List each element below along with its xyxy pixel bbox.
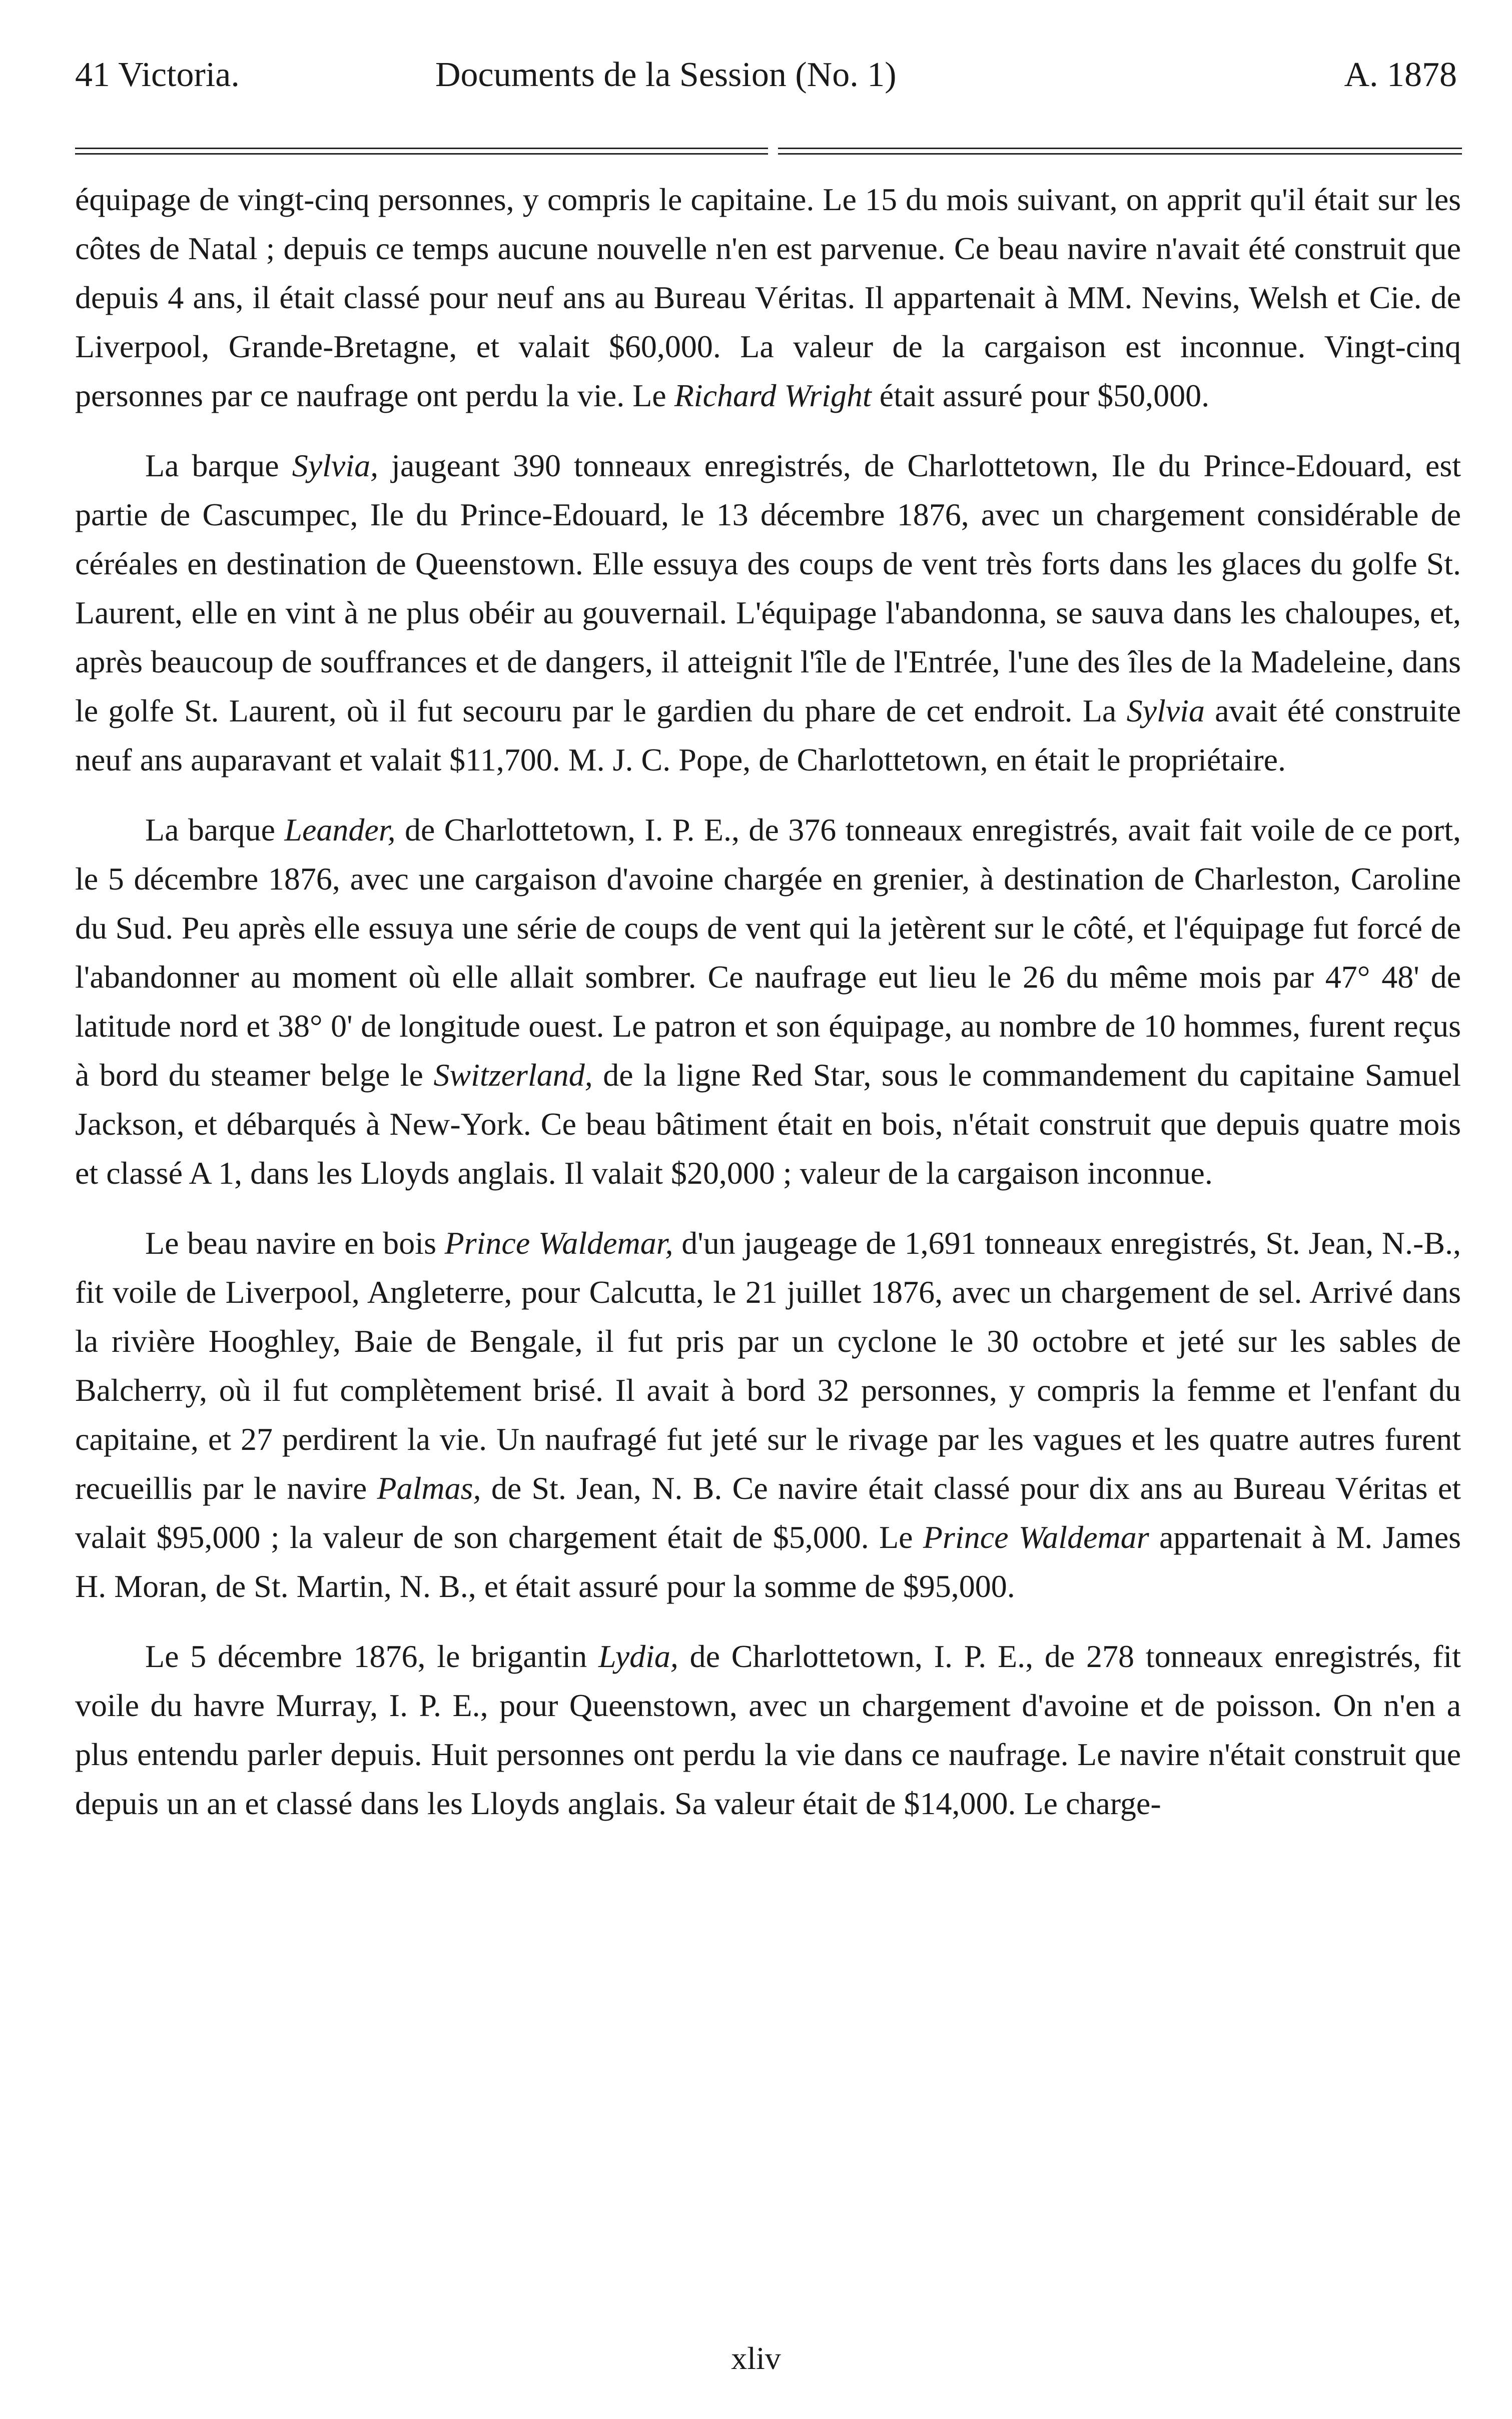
italic-vessel-name: Sylvia,	[292, 448, 379, 483]
paragraph-leander	[75, 805, 1461, 1198]
header-title: Documents de la Session (No. 1)	[435, 56, 897, 94]
paragraph-text: avait été construite neuf ans auparavant et valait $11,700. M. J. C. Pope, de Charlottetown, en était le propriétaire.	[75, 693, 1461, 777]
italic-vessel-name: Lydia,	[598, 1639, 678, 1674]
paragraph-text: était assuré pour $50,000.	[871, 378, 1210, 413]
paragraph-text: Le 5 décembre 1876, le brigantin	[145, 1639, 599, 1674]
page-number: xliv	[731, 2340, 781, 2376]
italic-vessel-name: Prince Waldemar,	[444, 1225, 673, 1261]
italic-vessel-name: Palmas,	[377, 1470, 481, 1506]
paragraph-text: Le beau navire en bois	[145, 1225, 445, 1261]
paragraph-text: La barque	[145, 812, 285, 848]
paragraph-text: d'un jaugeage de 1,691 tonneaux enregistrés, St. Jean, N.-B., fit voile de Liverpool, Angleterre, pour Calcutta, le 21 juillet 1876, avec un chargement de sel. Arrivé dans la rivière Hooghley, Baie de Bengale, il fut pris par un cyclone le 30 octobre et jeté sur les sables de Balcherry, où il fut complètement brisé. Il avait à bord 32 personnes, y compris la femme et l'enfant du capitaine, et 27 perdirent la vie. Un naufragé fut jeté sur le rivage par les vagues et les quatre autres furent recueillis par le navire	[75, 1225, 1461, 1506]
header-rule-right	[778, 148, 1462, 155]
italic-vessel-name: Prince Waldemar	[923, 1519, 1149, 1555]
paragraph-text: équipage de vingt-cinq personnes, y compris le capitaine. Le 15 du mois suivant, on apprit qu'il était sur les côtes de Natal ; depuis ce temps aucune nouvelle n'en est parvenue. Ce beau navire n'avait été construit que depuis 4 ans, il était classé pour neuf ans au Bureau Véritas. Il appartenait à MM. Nevins, Welsh et Cie. de Liverpool, Grande-Bretagne, et valait $60,000. La valeur de la cargaison est inconnue. Vingt-cinq personnes par ce naufrage ont perdu la vie. Le	[75, 182, 1461, 413]
header-rule-left	[75, 148, 768, 155]
paragraph-prince-waldemar	[75, 1219, 1461, 1611]
paragraph-text: appartenait à M. James H. Moran, de St. Martin, N. B., et était assuré pour la somme de $95,000.	[75, 1519, 1461, 1604]
paragraph-text: La barque	[145, 448, 292, 483]
paragraph-text: de la ligne Red Star, sous le commandement du capitaine Samuel Jackson, et débarqués à New-York. Ce beau bâtiment était en bois, n'était construit que depuis quatre mois et classé A 1, dans les Lloyds anglais. Il valait $20,000 ; valeur de la cargaison inconnue.	[75, 1057, 1461, 1191]
italic-vessel-name: Leander,	[284, 812, 396, 848]
paragraph-lydia	[75, 1632, 1461, 1828]
header-year: A. 1878	[1344, 56, 1457, 94]
italic-vessel-name: Switzerland,	[433, 1057, 593, 1093]
body-text	[75, 175, 1461, 1849]
paragraph-richard-wright	[75, 175, 1461, 420]
paragraph-text: de Charlottetown, I. P. E., de 376 tonneaux enregistrés, avait fait voile de ce port, le 5 décembre 1876, avec une cargaison d'avoine chargée en grenier, à destination de Charleston, Caroline du Sud. Peu après elle essuya une série de coups de vent qui la jetèrent sur le côté, et l'équipage fut forcé de l'abandonner au moment où elle allait sombrer. Ce naufrage eut lieu le 26 du même mois par 47° 48' de latitude nord et 38° 0' de longitude ouest. Le patron et son équipage, au nombre de 10 hommes, furent reçus à bord du steamer belge le	[75, 812, 1461, 1093]
running-header	[75, 48, 1457, 103]
paragraph-sylvia	[75, 441, 1461, 784]
italic-vessel-name: Richard Wright	[674, 378, 872, 413]
paragraph-text: de St. Jean, N. B. Ce navire était classé pour dix ans au Bureau Véritas et valait $95,000 ; la valeur de son chargement était de $5,000. Le	[75, 1470, 1461, 1555]
paragraph-text: jaugeant 390 tonneaux enregistrés, de Charlottetown, Ile du Prince-Edouard, est partie de Cascumpec, Ile du Prince-Edouard, le 13 décembre 1876, avec un chargement considérable de céréales en destination de Queenstown. Elle essuya des coups de vent très forts dans les glaces du golfe St. Laurent, elle en vint à ne plus obéir au gouvernail. L'équipage l'abandonna, se sauva dans les chaloupes, et, après beaucoup de souffrances et de dangers, il atteignit l'île de l'Entrée, l'une des îles de la Madeleine, dans le golfe St. Laurent, où il fut secouru par le gardien du phare de cet endroit. La	[75, 448, 1461, 728]
header-volume: 41 Victoria.	[75, 56, 240, 94]
italic-vessel-name: Sylvia	[1126, 693, 1205, 728]
paragraph-text: de Charlottetown, I. P. E., de 278 tonneaux enregistrés, fit voile du havre Murray, I. P. E., pour Queenstown, avec un chargement d'avoine et de poisson. On n'en a plus entendu parler depuis. Huit personnes ont perdu la vie dans ce naufrage. Le navire n'était construit que depuis un an et classé dans les Lloyds anglais. Sa valeur était de $14,000. Le charge-	[75, 1639, 1461, 1821]
